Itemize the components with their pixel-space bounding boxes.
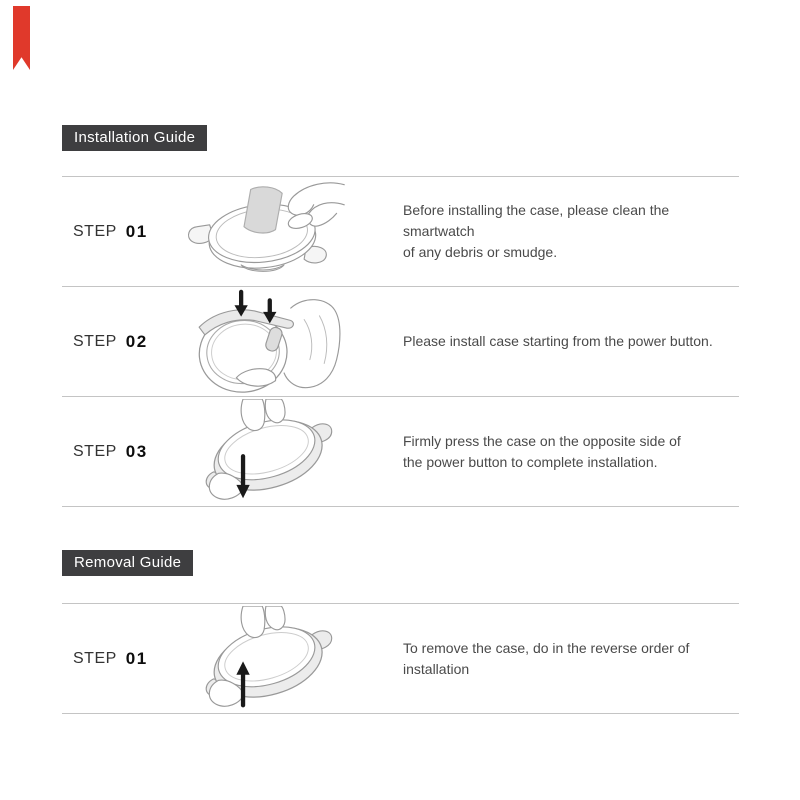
watch-press-illustration-icon [180,399,350,504]
step-word: STEP [73,332,117,350]
step-row-install-2 [62,287,739,397]
red-ribbon-icon [13,6,30,70]
description-line: Firmly press the case on the opposite side of [403,432,681,449]
installation-steps [62,176,739,507]
description-line: To remove the case, do in the reverse order of installation [403,639,690,677]
installation-guide-badge: Installation Guide [62,125,207,151]
watch-install-illustration-icon [180,289,350,394]
step-label [73,604,148,713]
step-row-removal-1 [62,604,739,714]
removal-steps [62,603,739,714]
description-line: Please install case starting from the power button. [403,333,713,349]
step-label [73,397,148,506]
description-line: of any debris or smudge. [403,244,558,260]
removal-guide-badge: Removal Guide [62,550,193,576]
step-description [403,397,681,506]
step-word: STEP [73,442,117,460]
step-row-install-3 [62,397,739,507]
step-word: STEP [73,222,117,240]
step-description [403,287,713,396]
step-number: 01 [125,221,148,241]
step-row-install-1 [62,177,739,287]
description-line: the power button to complete installation. [403,453,658,470]
watch-cleaning-illustration-icon [180,179,350,284]
step-description [403,604,739,713]
step-description [403,177,739,286]
step-number: 01 [125,648,148,668]
step-label [73,177,148,286]
watch-remove-illustration-icon [180,606,350,711]
step-label [73,287,148,396]
description-line: Before installing the case, please clean the smartwatch [403,202,670,239]
step-word: STEP [73,649,117,667]
step-number: 03 [125,441,148,461]
step-number: 02 [125,331,148,351]
